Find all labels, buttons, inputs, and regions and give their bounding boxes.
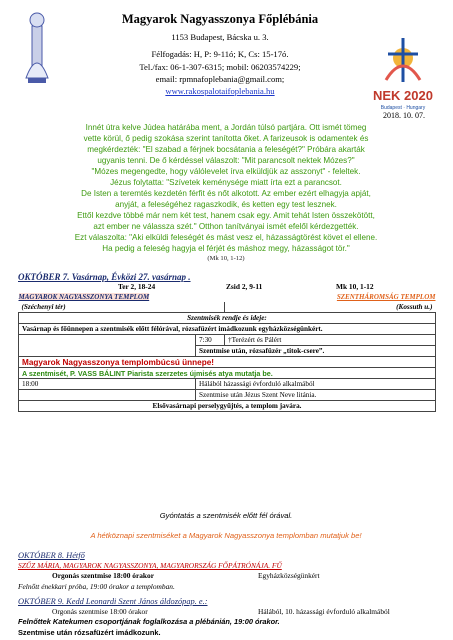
nek-title: NEK 2020 [373, 88, 433, 103]
tuesday-catechumen: Felnőttek Katekumen csoportjának foglalkozása a plébánián, 19:00 órakor. [18, 617, 280, 626]
gospel-line: ugyanis tenni. De ő kérdéssel válaszolt: "Mit parancsolt nektek Mózes?" [97, 156, 355, 165]
gospel-line: Ettől kezdve többé már nem két test, hanem csak egy. Amit tehát Isten összekötött, [77, 211, 375, 220]
time-730: 7:30 [196, 335, 225, 346]
reading-2: Zsid 2, 9-11 [226, 282, 263, 291]
gospel-line: Innét útra kelve Júdea határába ment, a Jordán túlsó partjára. Ott ismét tömeg [85, 123, 367, 132]
gospel-line: megkérdezték: "El szabad a férjnek bocsátania a feleségét?" Próbára akarták [87, 145, 365, 154]
monday-choir: Felnőtt énekkari próba, 19:00 órakor a templomban. [18, 582, 175, 591]
website-line [70, 86, 370, 97]
church-header-left [19, 292, 225, 302]
mass-order-title: Szentmisék rendje és ideje: [19, 313, 436, 324]
nek-subtitle: Budapest · Hungary [380, 105, 426, 111]
gospel-line: vette körül, ő pedig szokása szerint tanította őket. A farizeusok is odamentek és [83, 134, 369, 143]
gospel-line: De Isten a teremtés kezdetén férfit és nőt alkotott. Az ember ezért elhagyja apját, [81, 189, 371, 198]
blank-cell [19, 335, 196, 346]
monday-feast: SZŰZ MÁRIA, MAGYAROK NAGYASSZONYA, MAGYARORSZÁG FŐPÁTRÓNÁJA. FŰ [18, 561, 282, 570]
reading-3: Mk 10, 1-12 [336, 282, 374, 291]
gospel-line: anyját, a feleségéhez ragaszkodik, és ketten egy test lesznek. [115, 200, 337, 209]
monday-heading: OKTÓBER 8. Hétfő [18, 551, 85, 560]
church-left-name: MAGYAROK NAGYASSZONYA TEMPLOM [18, 293, 150, 301]
church-left-sub: (Széchenyi tér) [19, 302, 225, 313]
church-header-right [225, 292, 436, 302]
church-right-name: SZENTHÁROMSÁG TEMPLOM [336, 293, 436, 301]
tuesday-rosary: Szentmise után rózsafüzért imádkozunk. [18, 628, 161, 637]
email-address: email: rpmnafoplebania@gmail.com; [155, 74, 285, 84]
tuesday-heading: OKTÓBER 9. Kedd Leonardi Szent János áldozópap. e.: [18, 597, 208, 606]
intention-730: †Terézért és Pálért [225, 335, 436, 346]
blank-cell [19, 390, 196, 401]
tuesday-intention: Hálából, 10. házassági évforduló alkalmából [258, 607, 390, 616]
nek-2020-logo [368, 32, 438, 122]
gospel-line: Ezt válaszolta: "Aki elküldi feleségét és mást vesz el, házasságtörést követ el ellene. [74, 233, 378, 242]
intention-18: Hálából házassági évforduló alkalmából [196, 379, 436, 390]
celebrant-note: A szentmisét, P. VASS BÁLINT Piarista szerzetes újmisés atya mutatja be. [19, 368, 436, 379]
monday-intention: Egyházközségünkért [258, 571, 320, 580]
gospel-line: Ha pedig a feleség hagyja el férjét és máshoz megy, házasságot tör." [102, 244, 350, 253]
office-hours: Félfogadás: H, P: 9-11ó; K, Cs: 15-17ó. [151, 49, 289, 59]
reading-1: Ter 2, 18-24 [118, 282, 156, 291]
gospel-line: Jézus folytatta: "Szívetek keménysége miatt írta ezt a parancsot. [110, 178, 342, 187]
sunday-schedule-table [18, 292, 436, 412]
gospel-line: azt ember ne válassza szét." Otthon tanítványai ismét efelől kérdezgették. [93, 222, 359, 231]
eve-rosary-note: Vasárnap és főünnepen a szentmisék előtt félórával, rózsafüzért imádkozunk egyházközségünkért. [19, 324, 436, 335]
tuesday-mass: Orgonás szentmise 18:00 órakor [52, 607, 148, 616]
blank-cell [19, 346, 196, 357]
phone-numbers: Tel./fax: 06-1-307-6315; mobil: 06203574229; [139, 62, 301, 72]
parish-feast: Magyarok Nagyasszonya templombúcsú ünnepe! [19, 357, 436, 368]
monday-mass: Orgonás szentmise 18:00 órakor [52, 571, 155, 580]
weekday-mass-note: A hétköznapi szentmiséket a Magyarok Nagyasszonya templomban mutatjuk be! [90, 531, 362, 540]
collection-note: Elsővasárnapi perselygyűjtés, a templom javára. [19, 401, 436, 412]
bulletin-date: 2018. 10. 07. [383, 111, 425, 120]
sunday-heading: OKTÓBER 7. Vasárnap, Évközi 27. vasárnap . [18, 272, 191, 282]
time-18: 18:00 [19, 379, 196, 390]
parish-address: 1153 Budapest, Bácska u. 3. [171, 32, 269, 42]
church-right-sub: (Kossuth u.) [225, 302, 436, 313]
website-link[interactable]: www.rakospalotaifoplebania.hu [165, 86, 275, 96]
parish-title: Magyarok Nagyasszonya Főplébánia [121, 12, 319, 26]
gospel-reference: (Mk 10, 1-12) [207, 255, 245, 262]
after-mass-18: Szentmise után Jézus Szent Neve litánia. [196, 390, 436, 401]
confession-note: Gyóntatás a szentmisék előtt fél órával. [159, 511, 293, 520]
after-mass-730: Szentmise után, rózsafüzér „titok-csere”. [196, 346, 436, 357]
parish-logo [18, 8, 56, 86]
gospel-line: "Mózes megengedte, hogy válólevelet írva elküldjük az asszonyt" - feleltek. [91, 167, 361, 176]
